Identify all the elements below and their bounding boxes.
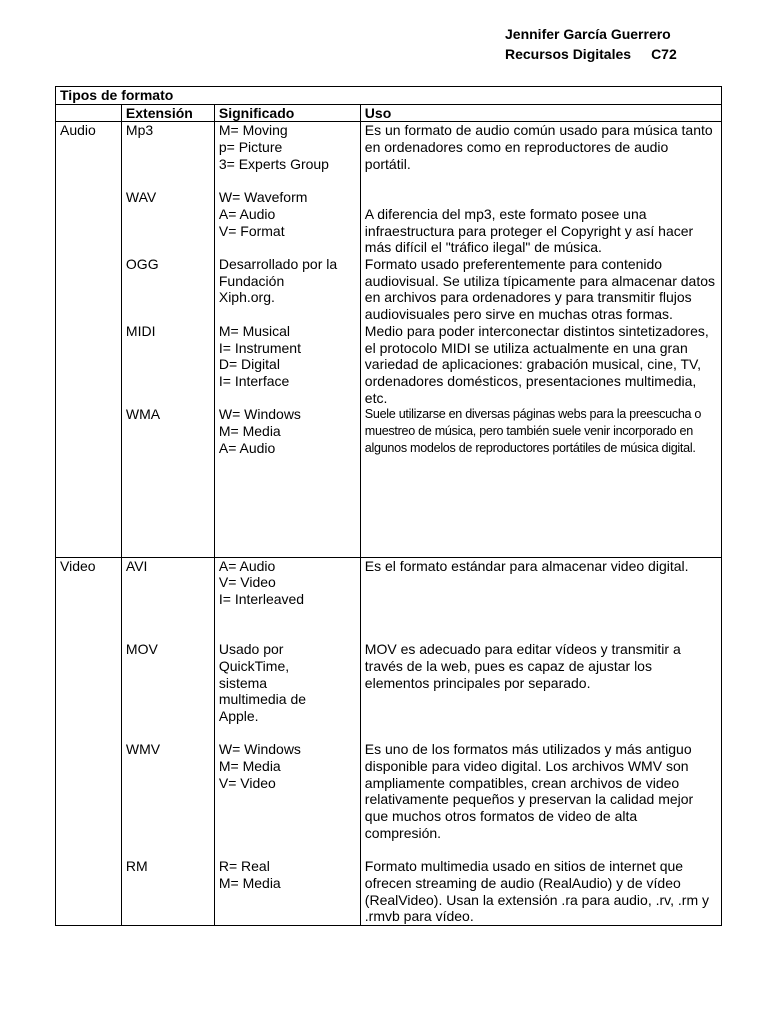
meaning-line: W= Waveform [218, 189, 308, 206]
table-row [56, 557, 722, 925]
meaning-line: W= Windows [218, 406, 301, 423]
meaning-line: Fundación [218, 272, 285, 289]
format-use [365, 858, 717, 925]
format-extension [126, 558, 210, 642]
format-meaning [219, 641, 356, 741]
meaning-line: QuickTime, [218, 657, 290, 674]
format-extension [126, 741, 210, 858]
format-use [365, 189, 717, 256]
extension-label: MIDI [125, 322, 156, 339]
format-meaning [219, 256, 356, 323]
use-text: Es uno de los formatos más utilizados y más antiguo disponible para video digital. Los archivos WMV son ampliamente compatibles, crean archivos de video relativamente pequeños y preservan la calidad mejor que muchos otros formatos de video de alta compresión. [364, 741, 694, 841]
extension-label: RM [125, 858, 148, 875]
meaning-line: multimedia de [218, 691, 307, 708]
format-use [365, 323, 717, 407]
category-cell: Video [56, 557, 122, 925]
use-text: Formato usado preferentemente para contenido audiovisual. Se utiliza típicamente para almacenar datos en archivos para ordenadores y para transmitir flujos audiovisuales pero sirve en muchas otras formas. [364, 256, 715, 323]
format-use [365, 122, 717, 189]
format-use [365, 256, 717, 323]
table-header-row [56, 104, 722, 122]
format-meaning [219, 558, 356, 642]
format-use [365, 406, 717, 556]
meaning-line: M= Media [218, 757, 281, 774]
meaning-line: I= Interleaved [218, 591, 305, 607]
use-text: Formato multimedia usado en sitios de internet que ofrecen streaming de audio (RealAudio) y de vídeo (RealVideo). Usan la extensión .ra para audio, .rv, .rm y .rmvb para vídeo. [364, 858, 709, 925]
format-extension [126, 256, 210, 323]
formats-table [55, 86, 722, 926]
author-name: Jennifer García Guerrero [505, 26, 671, 42]
format-meaning [219, 323, 356, 407]
table-row [56, 122, 722, 557]
format-use [365, 558, 717, 642]
meaning-line: 3= Experts Group [218, 155, 329, 172]
meaning-line: D= Digital [218, 356, 280, 373]
extension-cell [121, 122, 214, 557]
meaning-line: Usado por [218, 641, 284, 658]
meaning-line: V= Video [218, 574, 276, 591]
meaning-line: M= Media [218, 423, 281, 439]
meaning-line: I= Interface [218, 372, 290, 389]
extension-cell [121, 557, 214, 925]
meaning-line: Xiph.org. [218, 289, 275, 306]
course-name: Recursos Digitales [505, 46, 632, 62]
meaning-line: Apple. [218, 707, 259, 724]
format-extension [126, 858, 210, 925]
course-code: C72 [651, 46, 677, 62]
column-header-extension: Extensión [121, 104, 214, 122]
meaning-cell [214, 557, 360, 925]
format-extension [126, 641, 210, 741]
use-text: A diferencia del mp3, este formato posee una infraestructura para proteger el Copyright y así hacer más difícil el "tráfico ilegal" de música. [364, 205, 694, 256]
format-meaning [219, 406, 356, 556]
course-line [505, 44, 677, 64]
extension-label: WMV [125, 741, 161, 758]
extension-label: WAV [125, 189, 157, 206]
format-meaning [219, 741, 356, 858]
format-extension [126, 406, 210, 556]
extension-label: Mp3 [125, 122, 154, 139]
use-cell [360, 122, 721, 557]
meaning-line: W= Windows [218, 741, 301, 758]
meaning-line: V= Video [218, 774, 276, 791]
format-extension [126, 323, 210, 407]
use-text: Medio para poder interconectar distintos sintetizadores, el protocolo MIDI se utiliza actualmente en una gran variedad de aplicaciones: grabación musical, cine, TV, ordenadores domésticos, presentaciones multimedia, etc. [364, 322, 709, 406]
meaning-line: M= Musical [218, 322, 291, 339]
meaning-line: M= Moving [218, 122, 288, 139]
meaning-line: I= Instrument [218, 339, 301, 356]
format-extension [126, 189, 210, 256]
column-header-category [56, 104, 122, 122]
use-cell [360, 557, 721, 925]
format-extension [126, 122, 210, 189]
meaning-line: A= Audio [218, 205, 276, 222]
extension-label: AVI [125, 557, 148, 574]
column-header-meaning: Significado [214, 104, 360, 122]
meaning-line: M= Media [218, 874, 281, 891]
extension-label: MOV [125, 641, 158, 658]
meaning-line: sistema [218, 674, 268, 691]
table-title-row [56, 87, 722, 105]
use-text: MOV es adecuado para editar vídeos y transmitir a través de la web, pues es capaz de ajustar los elementos principales por separado. [364, 641, 681, 691]
use-text: Es un formato de audio común usado para música tanto en ordenadores como en reproductores de audio portátil. [364, 122, 713, 172]
extension-label: WMA [125, 406, 161, 423]
table-title: Tipos de formato [56, 87, 722, 105]
meaning-line: V= Format [218, 222, 285, 239]
format-meaning [219, 122, 356, 189]
meaning-line: A= Audio [218, 439, 276, 456]
use-text: Suele utilizarse en diversas páginas webs para la preescucha o muestreo de música, pero también suele venir incorporado en algunos modelos de reproductores portátiles de música digital. [364, 407, 702, 456]
format-meaning [219, 858, 356, 925]
format-meaning [219, 189, 356, 256]
format-use [365, 741, 717, 858]
document-header [505, 24, 677, 64]
extension-label: OGG [125, 256, 159, 272]
format-use [365, 641, 717, 741]
meaning-line: R= Real [218, 858, 270, 875]
use-text: Es el formato estándar para almacenar video digital. [364, 557, 689, 574]
meaning-cell [214, 122, 360, 557]
column-header-use: Uso [360, 104, 721, 122]
meaning-line: p= Picture [218, 139, 283, 156]
meaning-line: A= Audio [218, 557, 276, 574]
category-cell: Audio [56, 122, 122, 557]
meaning-line: Desarrollado por la [218, 256, 338, 272]
